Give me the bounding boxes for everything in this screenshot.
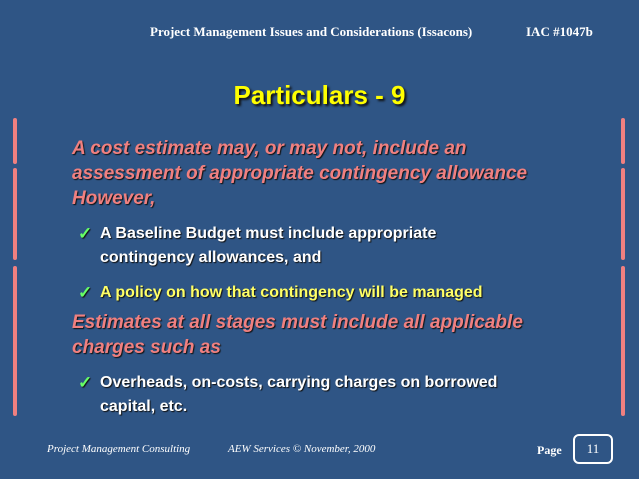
bullet-line: capital, etc.: [100, 398, 188, 415]
paragraph-line: assessment of appropriate contingency allowance: [72, 163, 528, 184]
bullet-overheads: [78, 371, 497, 419]
page-label: Page: [537, 443, 562, 457]
bullet-text: [100, 222, 436, 270]
left-decor-bar-bottom: [13, 266, 17, 416]
check-icon: ✓: [78, 373, 93, 392]
cost-estimate-paragraph: [72, 136, 527, 211]
bullet-text: [100, 371, 497, 419]
footer-company: Project Management Consulting: [47, 443, 191, 455]
paragraph-line: A cost estimate may, or may not, include an: [72, 138, 467, 159]
right-decor-bar-top: [621, 118, 625, 164]
bullet-line: contingency allowances, and: [100, 249, 322, 266]
paragraph-line: charges such as: [72, 337, 221, 358]
bullet-contingency-policy: [78, 281, 483, 305]
footer-copyright: AEW Services © November, 2000: [228, 443, 376, 455]
left-decor-bar-top: [13, 118, 17, 164]
paragraph-line: Estimates at all stages must include all applicable: [72, 312, 523, 333]
check-icon: ✓: [78, 283, 93, 302]
paragraph-line: However,: [72, 188, 156, 209]
left-decor-bar-middle: [13, 168, 17, 260]
page-number: 11: [573, 434, 613, 464]
bullet-baseline-budget: [78, 222, 436, 270]
course-code: IAC #1047b: [526, 24, 593, 39]
check-icon: ✓: [78, 224, 93, 243]
estimates-paragraph: [72, 310, 523, 360]
course-title: Project Management Issues and Considerations (Issacons): [150, 24, 473, 39]
slide-title: Particulars - 9: [233, 80, 406, 110]
bullet-text: A policy on how that contingency will be managed: [100, 284, 483, 301]
right-decor-bar-middle: [621, 168, 625, 260]
bullet-line: A Baseline Budget must include appropriate: [100, 225, 437, 242]
bullet-line: Overheads, on-costs, carrying charges on borrowed: [100, 374, 498, 391]
right-decor-bar-bottom: [621, 266, 625, 416]
